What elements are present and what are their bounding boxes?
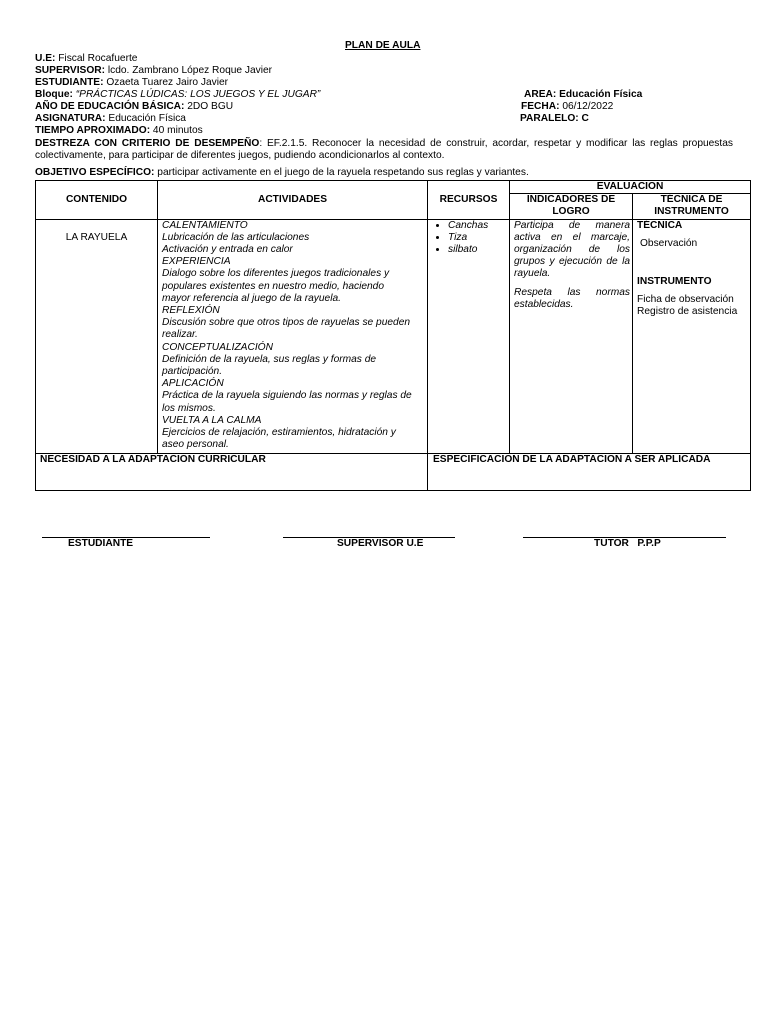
objetivo-value: participar activamente en el juego de la rayuela respetando sus reglas y variantes. bbox=[154, 167, 529, 178]
contenido-value: LA RAYUELA bbox=[65, 231, 128, 243]
anio-line bbox=[35, 101, 233, 113]
actividad-item: Ejercicios de relajación, estiramientos, hidratación y aseo personal. bbox=[162, 427, 396, 451]
asignatura-line bbox=[35, 113, 186, 125]
anio-value: 2DO BGU bbox=[184, 101, 234, 112]
tecnica-cell bbox=[633, 219, 751, 453]
actividad-item: Activación y entrada en calor bbox=[162, 244, 293, 256]
destreza-value: : EF.2.1.5. Reconocer la necesidad de construir, acordar, respetar y modificar las reglas propuestas colectivamente, para participar de diferentes juegos, pudiendo acondicionarlos al contexto. bbox=[35, 138, 733, 162]
actividad-item: Discusión sobre que otros tipos de rayuelas se pueden realizar. bbox=[162, 317, 411, 341]
header-tecnica: TÉCNICA DE INSTRUMENTO bbox=[633, 194, 751, 219]
actividad-heading: REFLEXIÓN bbox=[162, 305, 220, 317]
tecnica-label: TÉCNICA bbox=[637, 219, 683, 231]
destreza-label: DESTREZA CON CRITERIO DE DESEMPEÑO bbox=[35, 138, 260, 149]
header-actividades: ACTIVIDADES bbox=[158, 181, 428, 220]
necesidad-cell: NECESIDAD A LA ADAPTACION CURRICULAR bbox=[36, 453, 428, 490]
ue-line bbox=[35, 53, 137, 65]
supervisor-value: lcdo. Zambrano López Roque Javier bbox=[105, 65, 273, 76]
actividad-item: Práctica de la rayuela siguiendo las normas y reglas de los mismos. bbox=[162, 390, 412, 414]
instrumento-label: INSTRUMENTO bbox=[637, 276, 712, 288]
header-evaluacion: EVALUACION bbox=[510, 181, 751, 194]
instrumento-value: Registro de asistencia bbox=[637, 306, 738, 318]
recursos-cell bbox=[428, 219, 510, 453]
estudiante-label: ESTUDIANTE: bbox=[35, 77, 104, 88]
objetivo-line bbox=[35, 167, 529, 179]
signature-estudiante: ESTUDIANTE bbox=[68, 538, 134, 549]
actividad-heading: CALENTAMIENTO bbox=[162, 219, 248, 231]
asignatura-value: Educación Física bbox=[105, 113, 186, 124]
fecha-value: 06/12/2022 bbox=[559, 101, 614, 112]
fecha-line bbox=[521, 101, 613, 113]
area-text: AREA: Educación Física bbox=[524, 89, 643, 100]
paralelo-text: PARALELO: C bbox=[520, 113, 589, 124]
actividad-item: Lubricación de las articulaciones bbox=[162, 231, 310, 243]
tiempo-line bbox=[35, 125, 203, 137]
indicadores-cell bbox=[510, 219, 633, 453]
tiempo-value: 40 minutos bbox=[150, 125, 203, 136]
recurso-item: • silbato bbox=[448, 244, 507, 256]
bloque-label: Bloque: bbox=[35, 89, 73, 100]
ue-value: Fiscal Rocafuerte bbox=[55, 53, 138, 64]
anio-label: AÑO DE EDUCACIÓN BÁSICA: bbox=[35, 101, 185, 112]
recursos-list bbox=[430, 220, 507, 257]
header-recursos: RECURSOS bbox=[428, 181, 510, 220]
instrumento-value: Ficha de observación bbox=[637, 294, 734, 306]
recurso-item: • Tiza bbox=[448, 232, 507, 244]
ue-label: U.E: bbox=[35, 53, 56, 64]
actividad-heading: APLICACIÓN bbox=[162, 378, 224, 390]
bloque-line bbox=[35, 89, 320, 101]
destreza-block bbox=[35, 138, 733, 162]
supervisor-label: SUPERVISOR: bbox=[35, 65, 106, 76]
actividad-item: Definición de la rayuela, sus reglas y formas de participación. bbox=[162, 353, 377, 378]
header-indicadores: INDICADORES DE LOGRO bbox=[510, 194, 633, 219]
page-title: PLAN DE AULA bbox=[345, 40, 421, 51]
contenido-cell bbox=[36, 219, 158, 453]
tecnica-value: Observación bbox=[640, 237, 698, 249]
actividad-heading: EXPERIENCIA bbox=[162, 256, 231, 268]
indicador-item: Respeta las normas establecidas. bbox=[514, 286, 630, 310]
supervisor-line bbox=[35, 65, 272, 77]
asignatura-label: ASIGNATURA: bbox=[35, 113, 106, 124]
signature-supervisor: SUPERVISOR U.E bbox=[337, 538, 424, 549]
objetivo-label: OBJETIVO ESPECÍFICO: bbox=[35, 167, 155, 178]
plan-table bbox=[35, 180, 751, 491]
fecha-label: FECHA: bbox=[521, 101, 560, 112]
bloque-value: “PRÁCTICAS LÚDICAS: LOS JUEGOS Y EL JUGAR” bbox=[72, 89, 321, 100]
header-contenido: CONTENIDO bbox=[36, 181, 158, 220]
indicador-item: Participa de manera activa en el marcaje, organización de los grupos y ejecución de la rayuela. bbox=[514, 219, 630, 280]
especificacion-cell: ESPECIFICACION DE LA ADAPTACION A SER APLICADA bbox=[428, 453, 751, 490]
estudiante-line bbox=[35, 77, 228, 89]
actividad-item: Dialogo sobre los diferentes juegos tradicionales y populares existentes en nuestro medio, haciendo mayor referencia al juego de la rayuela. bbox=[162, 268, 390, 304]
recurso-item: • Canchas bbox=[448, 220, 507, 232]
actividad-heading: CONCEPTUALIZACIÓN bbox=[162, 341, 273, 353]
actividad-heading: VUELTA A LA CALMA bbox=[162, 414, 262, 426]
actividades-cell bbox=[158, 219, 428, 453]
tiempo-label: TIEMPO APROXIMADO: bbox=[35, 125, 151, 136]
estudiante-value: Ozaeta Tuarez Jairo Javier bbox=[103, 77, 229, 88]
signature-tutor: TUTOR P.P.P bbox=[594, 538, 661, 549]
